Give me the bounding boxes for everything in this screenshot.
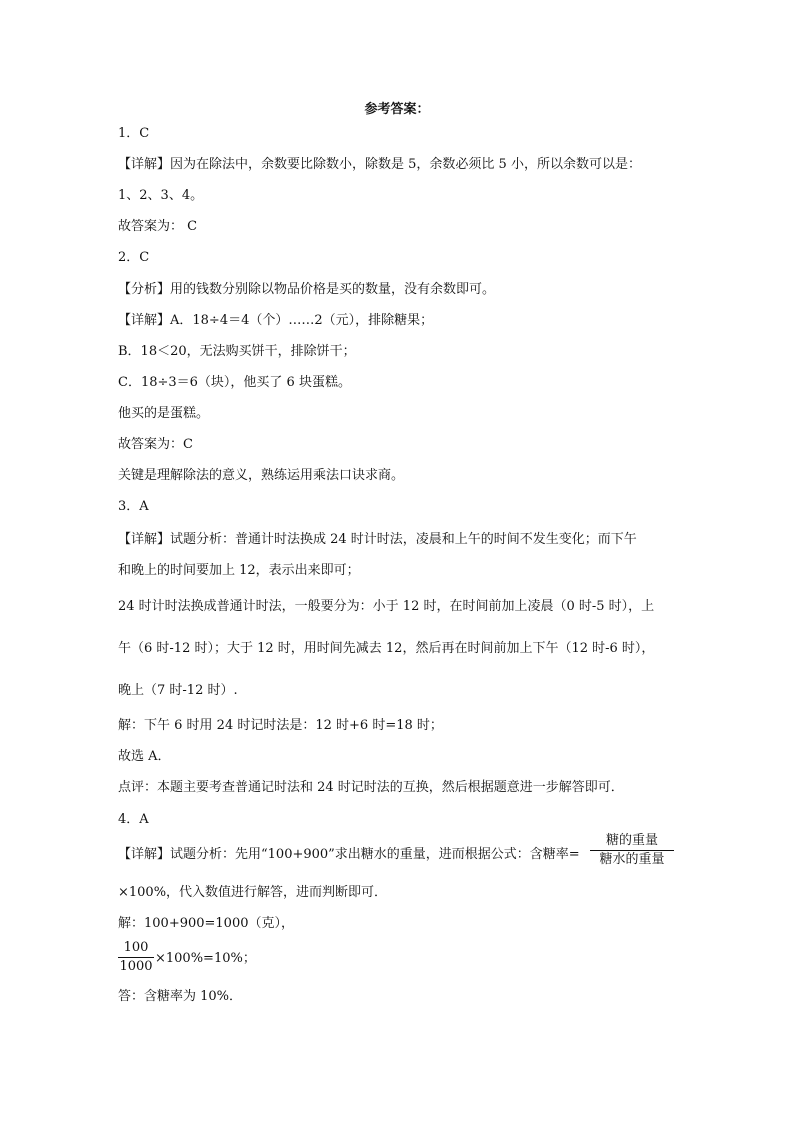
answer-number-1: 1．C — [118, 126, 150, 141]
comment-text: 点评：本题主要考查普通记时法和 24 时记时法的互换，然后根据题意进一步解答即可． — [118, 780, 624, 795]
fraction-denominator: 1000 — [119, 959, 153, 974]
sugar-rate-fraction — [590, 833, 674, 868]
fraction-numerator: 100 — [123, 940, 149, 955]
detail-text: 【详解】试题分析：先用“100+900”求出糖水的重量，进而根据公式：含糖率= — [118, 847, 580, 862]
answer-line: 故答案为： C — [118, 219, 198, 234]
detail-text: 和晚上的时间要加上 12，表示出来即可； — [118, 563, 360, 578]
page-title: 参考答案： — [364, 102, 430, 117]
answer-number-3: 3．A — [118, 499, 149, 514]
analysis-text: 【分析】用的钱数分别除以物品价格是买的数量，没有余数即可。 — [118, 282, 496, 297]
fraction-bar — [118, 957, 154, 958]
fraction-denominator: 糖水的重量 — [599, 852, 665, 867]
detail-text: 【详解】试题分析：普通计时法换成 24 时计时法，凌晨和上午的时间不发生变化；而下午 — [118, 532, 637, 547]
answer-line: 答：含糖率为 10%． — [118, 989, 243, 1004]
detail-text: 【详解】因为在除法中，余数要比除数小，除数是 5，余数必须比 5 小，所以余数可以是： — [118, 157, 641, 172]
detail-text: B．18＜20，无法购买饼干，排除饼干； — [118, 344, 356, 359]
answer-line: 故答案为：C — [118, 437, 193, 452]
detail-text: 他买的是蛋糕。 — [118, 406, 210, 421]
answer-line: 故选 A． — [118, 749, 171, 764]
detail-text: C．18÷3＝6（块），他买了 6 块蛋糕。 — [118, 375, 351, 390]
detail-text: 午（6 时-12 时）；大于 12 时，用时间先减去 12，然后再在时间前加上下午（12 时-6 时）， — [118, 641, 655, 656]
calc-fraction — [118, 940, 154, 975]
detail-text: 24 时计时法换成普通计时法，一般要分为：小于 12 时，在时间前加上凌晨（0 时-5 时），上 — [118, 599, 655, 614]
solution-text: 解：下午 6 时用 24 时记时法是：12 时+6 时=18 时； — [118, 718, 443, 733]
fraction-numerator: 糖的重量 — [605, 833, 658, 848]
detail-text: ×100%，代入数值进行解答，进而判断即可． — [118, 885, 388, 900]
solution-text: ×100%=10%； — [155, 951, 256, 966]
detail-text: 1、2、3、4。 — [118, 188, 204, 203]
comment-text: 关键是理解除法的意义，熟练运用乘法口诀求商。 — [118, 468, 405, 483]
answer-number-4: 4．A — [118, 812, 149, 827]
detail-text: 【详解】A．18÷4＝4（个）……2（元），排除糖果； — [118, 313, 434, 328]
answer-number-2: 2．C — [118, 250, 150, 265]
solution-text: 解：100+900=1000（克）， — [118, 916, 294, 931]
fraction-bar — [590, 850, 674, 851]
detail-text: 晚上（7 时-12 时）. — [118, 683, 238, 698]
